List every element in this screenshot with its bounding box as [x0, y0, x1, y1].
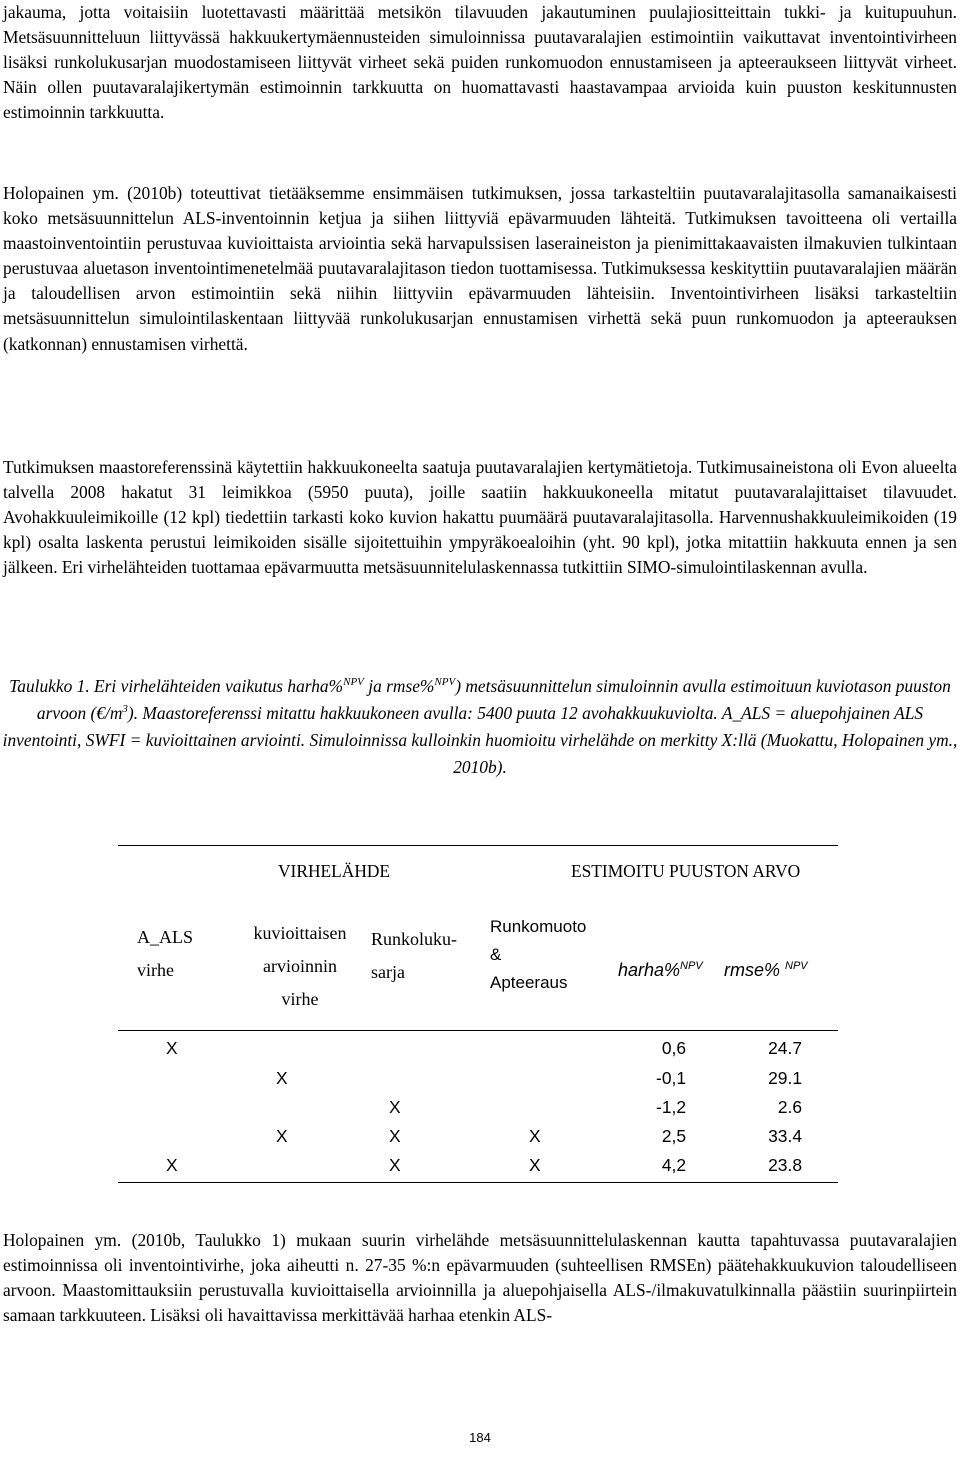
- table-top-rule: [118, 845, 838, 846]
- column-header-rmse: [724, 959, 808, 981]
- header-line: Apteeraus: [490, 973, 568, 992]
- cell-stem-form-bucking: X: [529, 1126, 541, 1146]
- cell-bias: 2,5: [661, 1126, 686, 1146]
- group-header-error-source: VIRHELÄHDE: [278, 861, 391, 881]
- table-caption: [0, 673, 960, 781]
- cell-bias: -0,1: [656, 1068, 686, 1088]
- cell-rmse: 33.4: [768, 1126, 802, 1146]
- caption-text: ). Maastoreferenssi mitattu hakkuukoneen avulla: 5400 puuta 12 avohakkuukuviolta. A_ALS = aluepohjainen ALS inventointi, SWFI = kuvioittainen arviointi. Simuloinnissa kulloinkin huomioitu virhelähde on merkitty X:llä (Muokattu, Holopainen ym., 2010b).: [2, 703, 958, 777]
- caption-text: ja rmse%: [363, 676, 435, 696]
- column-header-bias: [618, 959, 703, 981]
- body-paragraph: jakauma, jotta voitaisiin luotettavasti määrittää metsikön tilavuuden jakautuminen puulajiositteittain tukki- ja kuitupuuhun. Metsäsuunnitteluun liittyvässä hakkuukertymäennusteiden simuloinnissa puutavaralajien estimointiin vaikuttavat inventointivirheen lisäksi runkolukusarjan muodostamiseen liittyvät virheet sekä puiden runkomuodon ennustamiseen ja apteeraukseen liittyvät virheet. Näin ollen puutavaralajikertymän estimoinnin tarkkuutta on huomattavasti haastavampaa arvioida kuin puuston keskitunnusten estimoinnin tarkkuutta.: [3, 2, 957, 123]
- header-line: kuvioittaisen: [253, 923, 347, 943]
- column-header-stem-form-bucking: [490, 913, 586, 997]
- cell-a-als: X: [166, 1038, 178, 1058]
- header-text: rmse%: [724, 960, 781, 980]
- caption-superscript: NPV: [434, 676, 456, 689]
- cell-stand-assessment: X: [276, 1126, 288, 1146]
- header-text: harha%: [618, 960, 681, 980]
- cell-bias: 4,2: [661, 1155, 686, 1175]
- cell-stand-assessment: X: [276, 1068, 288, 1088]
- header-line: Runkomuoto: [490, 917, 587, 936]
- cell-rmse: 2.6: [777, 1097, 802, 1117]
- cell-diameter-distribution: X: [389, 1126, 401, 1146]
- cell-rmse: 24.7: [768, 1038, 802, 1058]
- caption-superscript: NPV: [343, 676, 364, 689]
- body-paragraph: Tutkimuksen maastoreferenssinä käytettiin hakkuukoneelta saatuja puutavaralajien kertymätietoja. Tutkimusaineistona oli Evon alueelta talvella 2008 hakatut 31 leimikkoa (5950 puuta), joille saatiin hakkuukoneella mitatut puutavaralajittaiset tilavuudet. Avohakkuuleimikoille (12 kpl) tiedettiin tarkasti koko kuvion hakattu puumäärä puutavaralajitasolla. Harvennushakkuuleimikoiden (19 kpl) osalta laskenta perustui leimikoiden sisälle sijoitettuihin ympyräkoealoihin (yht. 90 kpl), jotka mitattiin hakkuuta ennen ja sen jälkeen. Eri virhelähteiden tuottamaa epävarmuutta metsäsuunnitelulaskennassa tutkittiin SIMO-simulointilaskennan avulla.: [3, 457, 957, 578]
- column-header-a-als: [137, 921, 193, 987]
- cell-a-als: X: [166, 1155, 178, 1175]
- page-number: 184: [469, 1430, 491, 1445]
- caption-text: ) metsäsuunnittelun simuloinnin avulla estimoituun kuviotason puuston arvoon (€/m: [36, 676, 951, 723]
- header-line: Runkoluku-: [371, 929, 458, 949]
- header-line: sarja: [371, 962, 405, 982]
- header-superscript: NPV: [785, 960, 808, 972]
- header-superscript: NPV: [680, 960, 703, 972]
- column-header-stand-assessment: [237, 917, 363, 1016]
- caption-text: Taulukko 1. Eri virhelähteiden vaikutus harha%: [9, 676, 344, 696]
- cell-bias: -1,2: [656, 1097, 686, 1117]
- table-header-rule: [118, 1030, 838, 1031]
- cell-bias: 0,6: [661, 1038, 686, 1058]
- cell-stem-form-bucking: X: [529, 1155, 541, 1175]
- cell-diameter-distribution: X: [389, 1155, 401, 1175]
- header-line: &: [490, 945, 502, 964]
- header-line: virhe: [137, 960, 174, 980]
- group-header-estimated-value: ESTIMOITU PUUSTON ARVO: [571, 861, 801, 881]
- cell-diameter-distribution: X: [389, 1097, 401, 1117]
- cell-rmse: 23.8: [768, 1155, 802, 1175]
- caption-superscript: 3: [122, 703, 128, 716]
- body-paragraph: Holopainen ym. (2010b) toteuttivat tietääksemme ensimmäisen tutkimuksen, jossa tarkasteltiin puutavaralajitasolla samanaikaisesti koko metsäsuunnittelun ALS-inventoinnin ketjua ja siihen liittyviä epävarmuuden lähteitä. Tutkimuksen tavoitteena oli vertailla maastoinventointiin perustuvaa kuvioittaista arviointia sekä harvapulssisen laseraineiston ja pienimittakaavaisten ilmakuvien tulkintaan perustuvaa aluetason inventointimenetelmää puutavaralajitason tiedon tuottamisessa. Tutkimuksessa keskityttiin puutavaralajien määrän ja taloudellisen arvon estimointiin sekä niihin liittyviin epävarmuuden lähteisiin. Inventointivirheen lisäksi tarkasteltiin metsäsuunnittelun simulointilaskentaan liittyvää runkolukusarjan ennustamisen virhettä sekä puun runkomuodon ja apteerauksen (katkonnan) ennustamisen virhettä.: [3, 183, 957, 354]
- cell-rmse: 29.1: [768, 1068, 802, 1088]
- body-paragraph: Holopainen ym. (2010b, Taulukko 1) mukaan suurin virhelähde metsäsuunnittelulaskennan kautta tapahtuvassa puutavaralajien estimoinnissa oli inventointivirhe, joka aiheutti n. 27-35 %:n epävarmuuden (suhteellisen RMSEn) päätehakkuukuvion taloudelliseen arvoon. Maastomittauksiin perustuvalla kuvioittaisella arvioinnilla ja aluepohjaisella ALS-/ilmakuvatulkinnalla päästiin suurinpiirtein samaan tarkkuuteen. Lisäksi oli havaittavissa merkittävää harhaa etenkin ALS-: [3, 1230, 957, 1326]
- header-line: arvioinnin: [263, 956, 337, 976]
- header-line: A_ALS: [137, 927, 194, 947]
- table-bottom-rule: [118, 1182, 838, 1183]
- header-line: virhe: [281, 989, 319, 1009]
- column-header-diameter-distribution: [371, 923, 457, 989]
